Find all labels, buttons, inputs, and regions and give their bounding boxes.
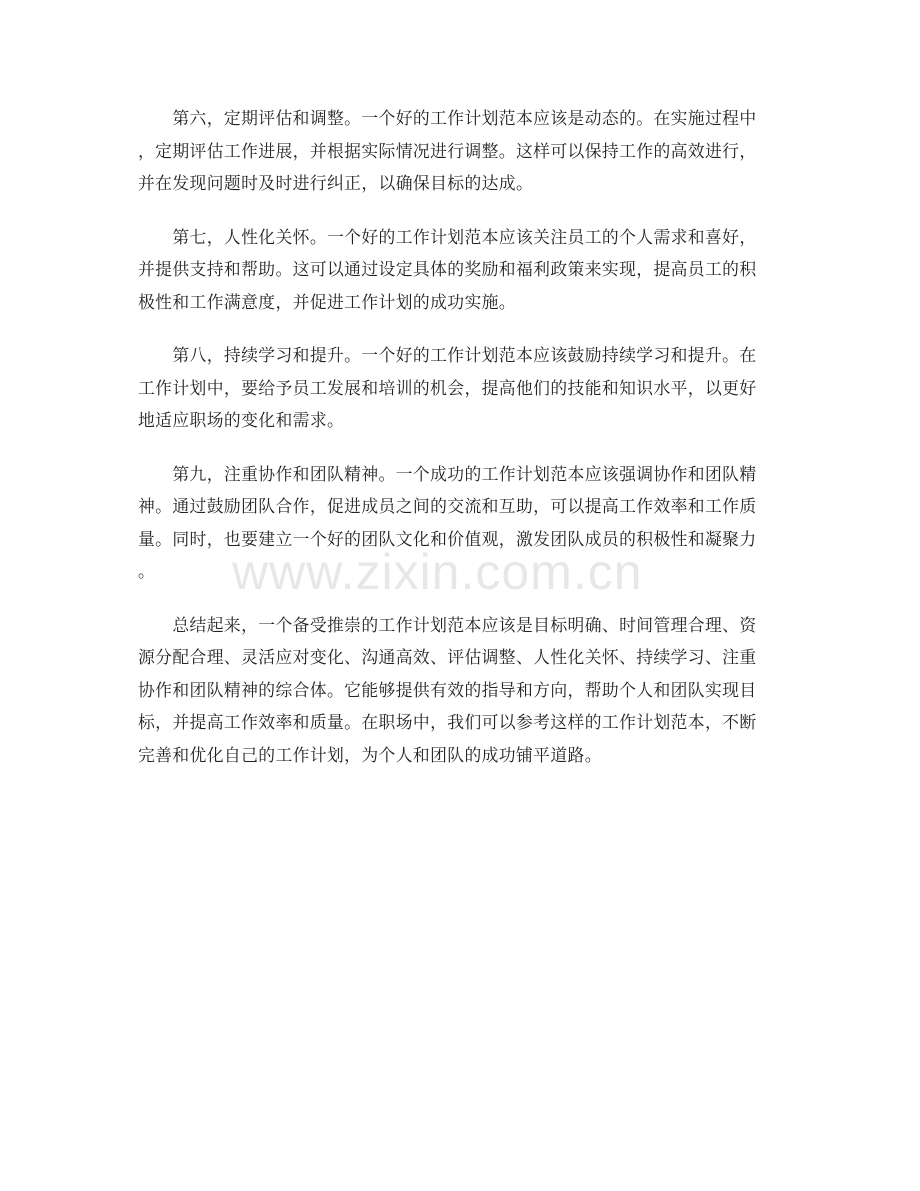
document-body — [138, 102, 782, 792]
paragraph-line: 极性和工作满意度，并促进工作计划的成功实施。 — [138, 291, 516, 312]
paragraph-line: 神。通过鼓励团队合作，促进成员之间的交流和互助，可以提高工作效率和工作质 — [138, 496, 757, 516]
paragraph-line: 标，并提高工作效率和质量。在职场中，我们可以参考这样的工作计划范本，不断 — [138, 712, 757, 732]
paragraph-line: 工作计划中，要给予员工发展和培训的机会，提高他们的技能和知识水平，以更好 — [138, 377, 757, 398]
paragraph-line: 量。同时，也要建立一个好的团队文化和价值观，激发团队成员的积极性和凝聚力 — [138, 528, 757, 549]
paragraph-line: 协作和团队精神的综合体。它能够提供有效的指导和方向，帮助个人和团队实现目 — [138, 679, 757, 700]
paragraph-line: 第九，注重协作和团队精神。一个成功的工作计划范本应该强调协作和团队精 — [138, 463, 757, 484]
paragraph-eight — [138, 339, 782, 437]
paragraph-line: 完善和优化自己的工作计划，为个人和团队的成功铺平道路。 — [138, 744, 602, 765]
paragraph-line: 第七，人性化关怀。一个好的工作计划范本应该关注员工的个人需求和喜好， — [138, 226, 757, 247]
paragraph-six — [138, 102, 782, 200]
paragraph-line: 并提供支持和帮助。这可以通过设定具体的奖励和福利政策来实现，提高员工的积 — [138, 259, 757, 279]
paragraph-line: 源分配合理、灵活应对变化、沟通高效、评估调整、人性化关怀、持续学习、注重 — [138, 647, 757, 667]
paragraph-line: 第八，持续学习和提升。一个好的工作计划范本应该鼓励持续学习和提升。在 — [138, 345, 757, 365]
watermark: www.zixin.com.cn — [232, 544, 643, 600]
paragraph-line: ，定期评估工作进展，并根据实际情况进行调整。这样可以保持工作的高效进行， — [138, 140, 757, 161]
paragraph-seven — [138, 221, 782, 319]
paragraph-line: 并在发现问题时及时进行纠正，以确保目标的达成。 — [138, 173, 534, 193]
paragraph-summary — [138, 609, 782, 772]
paragraph-line: 总结起来，一个备受推崇的工作计划范本应该是目标明确、时间管理合理、资 — [138, 614, 757, 635]
paragraph-line: 第六，定期评估和调整。一个好的工作计划范本应该是动态的。在实施过程中 — [138, 108, 757, 128]
paragraph-line: 地适应职场的变化和需求。 — [138, 410, 345, 430]
paragraph-line: 。 — [138, 561, 156, 581]
